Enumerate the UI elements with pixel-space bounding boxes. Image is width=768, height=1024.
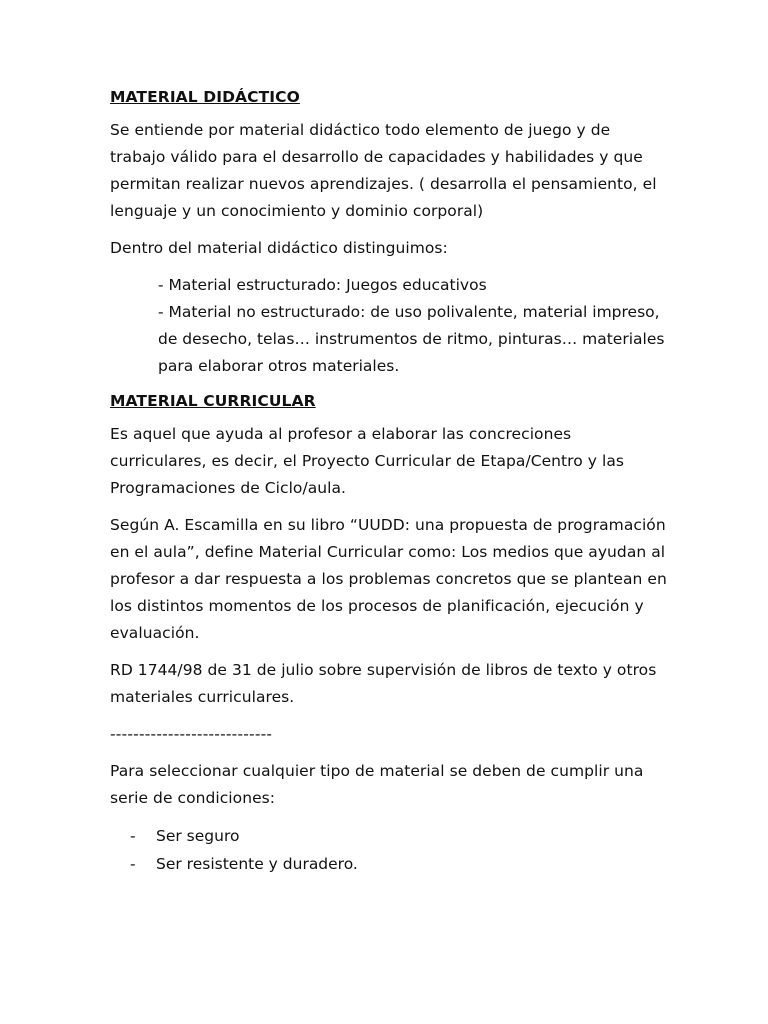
document-page — [110, 84, 670, 878]
bullet-dash: - — [130, 827, 136, 845]
paragraph-definition-curricular: Es aquel que ayuda al profesor a elaborar las concreciones curriculares, es decir, el Proyecto Curricular de Etapa/Centro y las Programaciones de Ciclo/aula. — [110, 425, 625, 497]
heading-material-didactico: MATERIAL DIDÁCTICO — [110, 88, 300, 106]
paragraph-escamilla: Según A. Escamilla en su libro “UUDD: una propuesta de programación en el aula”, define Material Curricular como: Los medios que ayudan al profesor a dar respuesta a los problemas concretos que se plantean en los distintos momentos de los procesos de planificación, ejecución y evaluación. — [110, 516, 667, 642]
heading-material-curricular: MATERIAL CURRICULAR — [110, 392, 316, 410]
conditions-list — [110, 822, 670, 878]
paragraph-definition-didactico: Se entiende por material didáctico todo elemento de juego y de trabajo válido para el desarrollo de capacidades y habilidades y que permitan realizar nuevos aprendizajes. ( desarrolla el pensamiento, el lenguaje y un conocimiento y dominio corporal) — [110, 121, 657, 220]
list-item-text: Ser resistente y duradero. — [156, 855, 358, 873]
paragraph-distinguimos: Dentro del material didáctico distinguimos: — [110, 239, 448, 257]
paragraph-rd: RD 1744/98 de 31 de julio sobre supervisión de libros de texto y otros materiales curriculares. — [110, 661, 657, 706]
paragraph-condiciones: Para seleccionar cualquier tipo de material se deben de cumplir una serie de condiciones: — [110, 762, 644, 807]
list-item-text: Ser seguro — [156, 827, 240, 845]
list-item-material-estructurado: - Material estructurado: Juegos educativos — [158, 276, 487, 294]
list-item — [130, 822, 670, 850]
list-item-material-no-estructurado: - Material no estructurado: de uso polivalente, material impreso, de desecho, telas… instrumentos de ritmo, pinturas… materiales para elaborar otros materiales. — [158, 303, 665, 375]
dashed-divider: ---------------------------- — [110, 725, 273, 743]
bullet-dash: - — [130, 855, 136, 873]
list-item — [130, 850, 670, 878]
material-types-list — [158, 272, 670, 380]
